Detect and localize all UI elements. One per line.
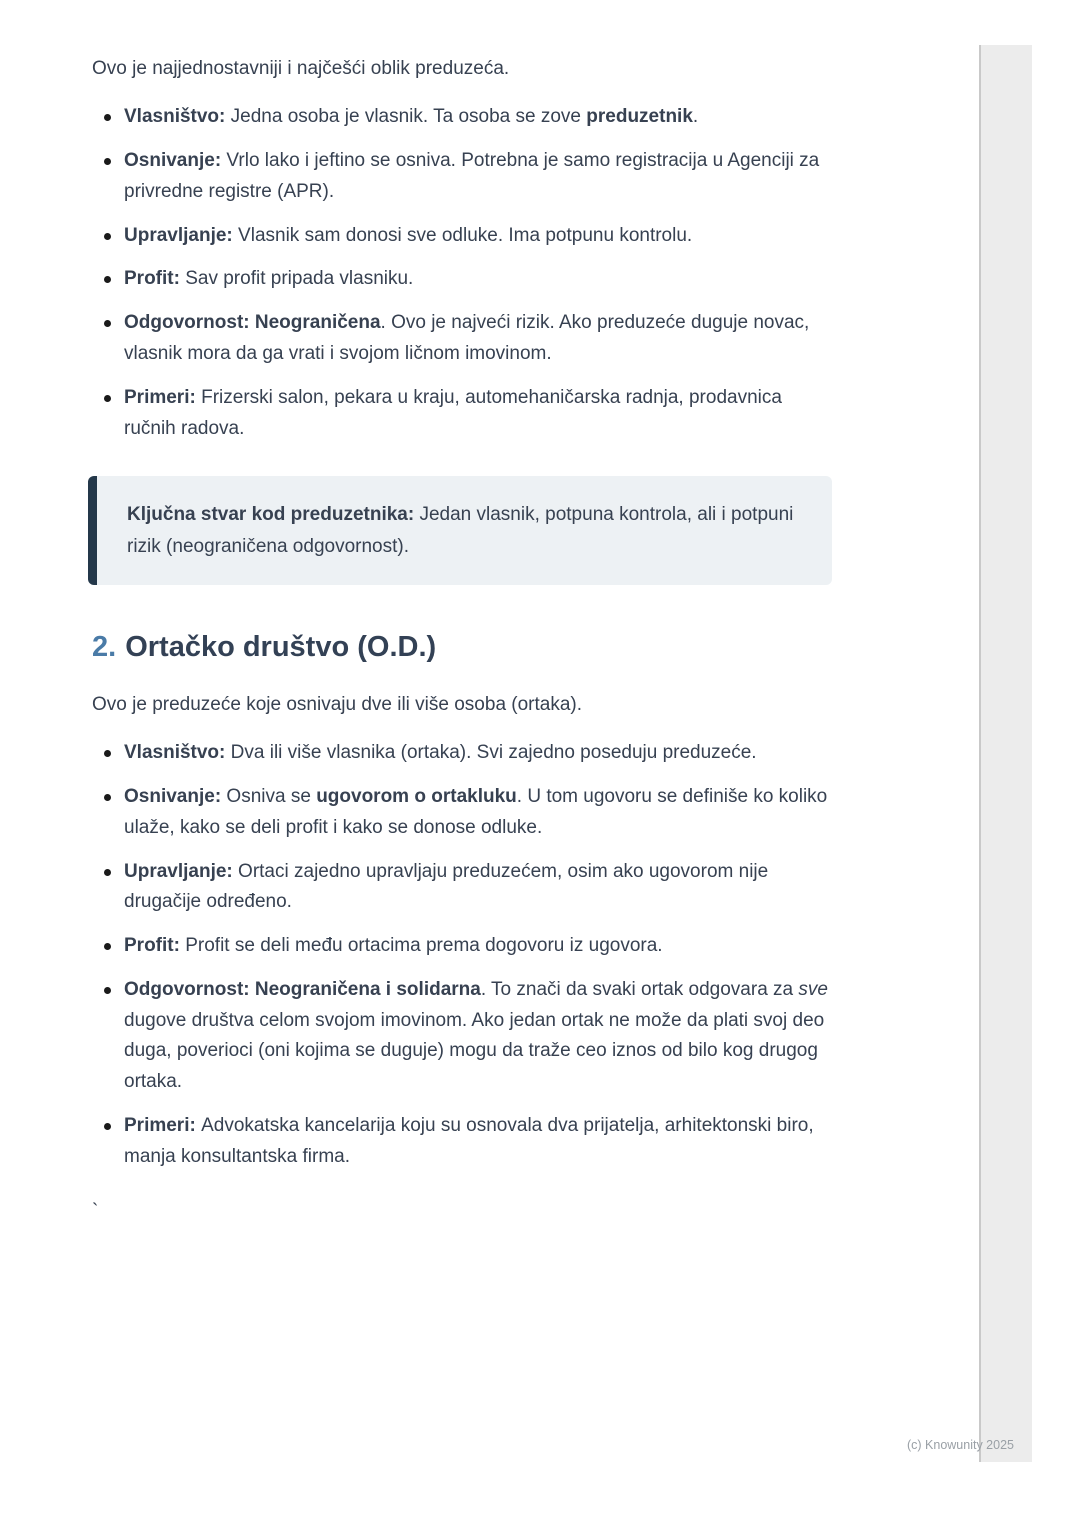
list-item: [92, 857, 832, 919]
text-segment: Osniva se: [226, 786, 317, 808]
bold-text: Osnivanje:: [124, 150, 227, 172]
watermark-credit: (c) Knowunity 2025: [906, 1438, 1014, 1452]
section1-intro: Ovo je najjednostavniji i najčešći oblik preduzeća.: [92, 58, 510, 79]
list-item: [92, 264, 832, 295]
list-item: [92, 931, 832, 962]
text-segment: Vrlo lako i jeftino se osniva. Potrebna je samo registracija u Agenciji za privredne registre (APR).: [124, 150, 820, 202]
text-segment: Jedna osoba je vlasnik. Ta osoba se zove: [230, 106, 587, 128]
text-segment: Vlasnik sam donosi sve odluke. Ima potpunu kontrolu.: [238, 224, 693, 246]
list-item: [92, 102, 832, 133]
text-segment: Advokatska kancelarija koju su osnovala dva prijatelja, arhitektonski biro, manja konsultantska firma.: [124, 1115, 814, 1167]
section2-heading: [92, 631, 832, 664]
bold-text: Primeri:: [124, 1115, 202, 1137]
bold-text: Profit:: [124, 268, 186, 290]
bold-text: Ključna stvar kod preduzetnika:: [127, 504, 420, 526]
list-item: [92, 308, 832, 370]
text-segment: . To znači da svaki ortak odgovara za: [480, 978, 799, 1000]
section2-bullet-list: [92, 738, 832, 1172]
list-item: [92, 1111, 832, 1173]
stray-backtick: `: [92, 1200, 99, 1222]
list-item: [92, 221, 832, 252]
section2-heading-title: Ortačko društvo (O.D.): [125, 630, 437, 663]
section2-intro: Ovo je preduzeće koje osnivaju dve ili više osoba (ortaka).: [92, 693, 583, 715]
list-item: [92, 738, 832, 769]
callout-text: [127, 504, 793, 556]
bold-text: Vlasništvo:: [124, 742, 231, 764]
italic-text: sve: [798, 978, 828, 1000]
list-item: [92, 383, 832, 445]
bold-text: Vlasništvo:: [124, 106, 231, 128]
text-segment: Jedan vlasnik, potpuna kontrola, ali i potpuni rizik (neograničena odgovornost).: [127, 504, 794, 557]
bold-text: Profit:: [124, 935, 186, 957]
text-segment: Profit se deli među ortacima prema dogovoru iz ugovora.: [185, 935, 663, 957]
list-item: [92, 146, 832, 208]
bold-text: Primeri:: [124, 386, 202, 408]
bold-text: ugovorom o ortakluku: [316, 786, 517, 808]
list-item: [92, 782, 832, 844]
document-content: [92, 54, 832, 1242]
text-segment: . Ovo je najveći rizik. Ako preduzeće duguje novac, vlasnik mora da ga vrati i svojom ličnom imovinom.: [124, 312, 810, 364]
scrollbar-track[interactable]: [979, 45, 1032, 1462]
text-segment: Dva ili više vlasnika (ortaka). Svi zajedno poseduju preduzeće.: [230, 742, 757, 764]
key-point-callout: [88, 476, 832, 585]
list-item: [92, 975, 832, 1098]
bold-text: Upravljanje:: [124, 224, 239, 246]
bold-text: Upravljanje:: [124, 860, 239, 882]
text-segment: Sav profit pripada vlasniku.: [185, 268, 414, 290]
bold-text: Odgovornost: Neograničena i solidarna: [124, 978, 481, 1000]
text-segment: Frizerski salon, pekara u kraju, automehaničarska radnja, prodavnica ručnih radova.: [124, 386, 782, 439]
bold-text: preduzetnik: [586, 106, 693, 128]
text-segment: . U tom ugovoru se definiše ko koliko ulaže, kako se deli profit i kako se donose odluke.: [124, 786, 828, 838]
section2-heading-number: 2.: [92, 630, 117, 663]
bold-text: Odgovornost: Neograničena: [124, 312, 381, 334]
text-segment: Ortaci zajedno upravljaju preduzećem, osim ako ugovorom nije drugačije određeno.: [124, 860, 769, 913]
text-segment: .: [692, 106, 699, 128]
bold-text: Osnivanje:: [124, 786, 227, 808]
section1-bullet-list: [92, 102, 832, 444]
text-segment: dugove društva celom svojom imovinom. Ako jedan ortak ne može da plati svoj deo duga, poverioci (oni kojima se duguje) mogu da traže ceo iznos od bilo kog drugog ortaka.: [124, 1009, 825, 1093]
